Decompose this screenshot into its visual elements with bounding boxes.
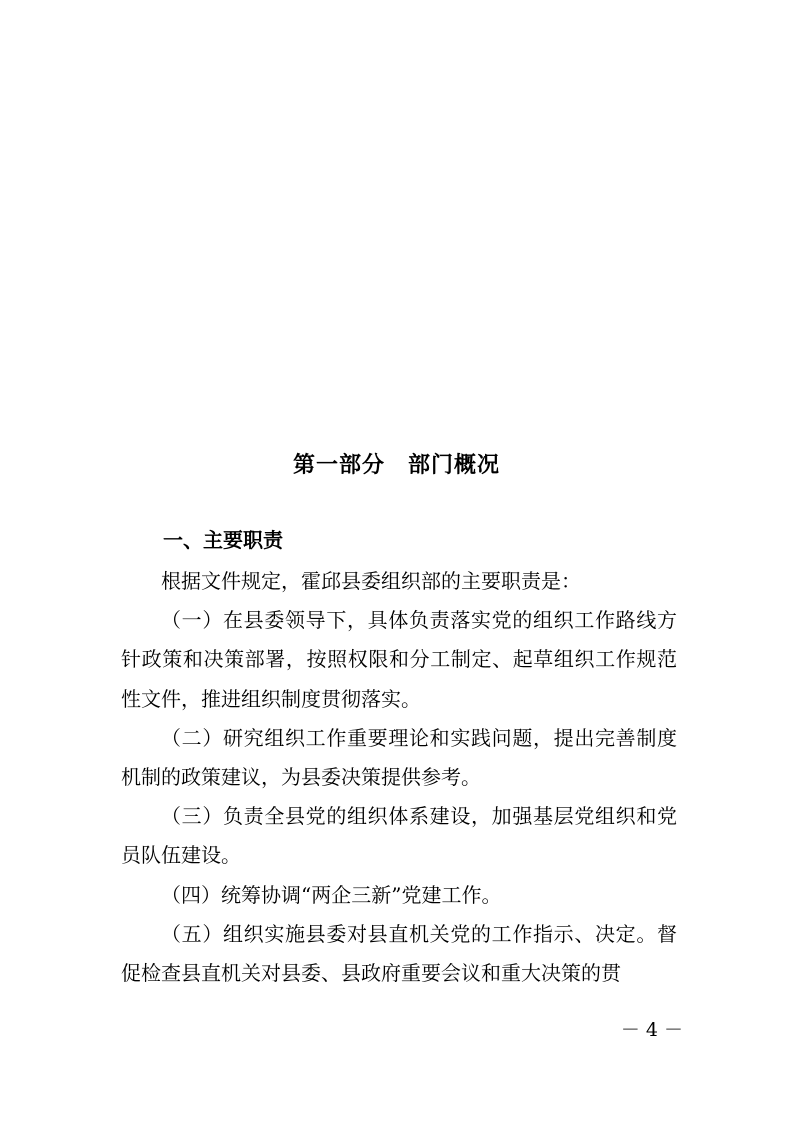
part-title: 第一部分 部门概况 — [292, 453, 500, 478]
section-heading: 一、主要职责 — [163, 528, 283, 552]
page-number: － 4 － — [620, 1019, 683, 1041]
paragraph-intro: 根据文件规定，霍邱县委组织部的主要职责是： — [161, 569, 581, 593]
body-text — [121, 562, 677, 993]
paragraph-item-3: （三）负责全县党的组织体系建设，加强基层党组织和党员队伍建设。 — [121, 804, 677, 868]
paragraph-item-4: （四）统筹协调“两企三新”党建工作。 — [161, 882, 502, 907]
paragraph-item-1: （一）在县委领导下，具体负责落实党的组织工作路线方针政策和决策部署，按照权限和分工制定、起草组织工作规范性文件，推进组织制度贯彻落实。 — [121, 608, 677, 711]
paragraph-item-5: （五）组织实施县委对县直机关党的工作指示、决定。督促检查县直机关对县委、县政府重要会议和重大决策的贯 — [121, 921, 677, 986]
paragraph-item-2: （二）研究组织工作重要理论和实践问题，提出完善制度机制的政策建议，为县委决策提供参考。 — [121, 725, 677, 790]
